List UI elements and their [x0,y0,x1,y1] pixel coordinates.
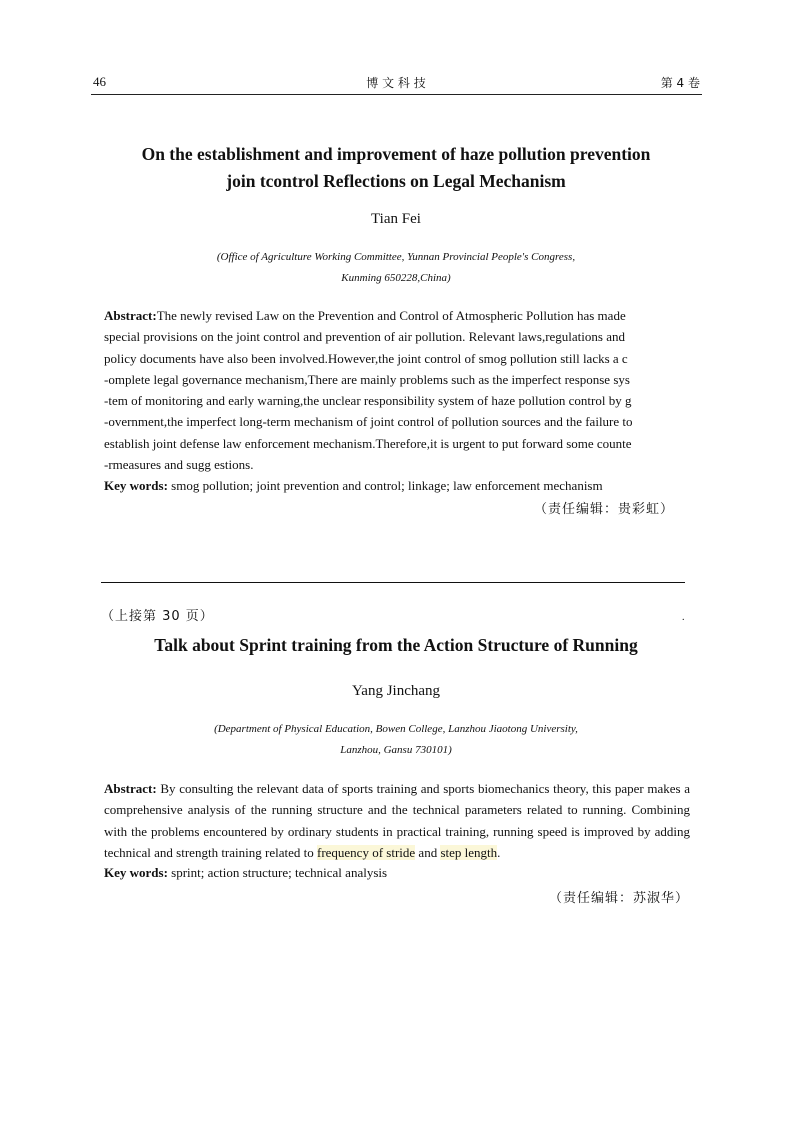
abstract-label: Abstract: [104,781,157,796]
article2-affiliation-line: Lanzhou, Gansu 730101) [340,744,452,756]
abstract-line: -omplete legal governance mechanism,There are mainly problems such as the imperfect response sys [104,371,630,387]
page-number: 46 [93,74,106,89]
article2-author: Yang Jinchang [351,683,441,699]
article2-abstract [104,778,690,863]
article1-affiliation-line: (Office of Agriculture Working Committee, Yunnan Provincial People's Congress, [216,251,576,263]
article1-author: Tian Fei [371,211,421,227]
article1-abstract [104,305,690,497]
article1-affiliation [0,247,792,289]
keywords-label: Key words: [104,478,168,494]
abstract-text: By consulting the relevant data of sports training and sports biomechanics theory, this paper makes a comprehensive analysis of the running structure and the technical parameters related to running. Combining with the problems encountered by ordinary students in practical training, running speed is improved by adding technical and strength training related to [104,781,690,860]
article1-title [0,141,792,195]
article2-affiliation [0,719,792,761]
article2-title: Talk about Sprint training from the Action Structure of Running [154,635,638,655]
article2-keywords [104,865,387,881]
keywords-text: smog pollution; joint prevention and control; linkage; law enforcement mechanism [167,478,603,494]
abstract-label: Abstract: [104,308,157,323]
article2-editor-note: （责任编辑：苏淑华） [548,891,689,906]
abstract-line: establish joint defense law enforcement mechanism.Therefore,it is urgent to put forward some counte [104,435,632,451]
article2-affiliation-line: (Department of Physical Education, Bowen College, Lanzhou Jiaotong University, [214,723,578,735]
section-separator [101,582,685,583]
article1-affiliation-line: Kunming 650228,China) [341,272,451,284]
abstract-text: . [497,844,501,860]
keywords-text: sprint; action structure; technical analysis [167,865,388,880]
abstract-line: The newly revised Law on the Prevention and Control of Atmospheric Pollution has made [156,308,626,323]
abstract-line: -rmeasures and sugg estions. [104,457,254,473]
highlighted-term: frequency of stride [316,844,416,860]
header-rule [91,94,702,95]
highlighted-term: step length [440,844,498,860]
abstract-line: special provisions on the joint control and prevention of air pollution. Relevant laws,regulations and [104,329,625,345]
continued-note: （上接第 30 页） [101,609,214,624]
abstract-line: policy documents have also been involved.However,the joint control of smog pollution still lacks a c [104,350,628,366]
article1-title-line: join tcontrol Reflections on Legal Mechanism [226,171,566,191]
article1-title-line: On the establishment and improvement of haze pollution prevention [141,144,651,164]
article1-editor-note: （责任编辑：贵彩虹） [533,502,674,517]
journal-name: 博 文 科 技 [366,76,426,90]
abstract-line: -tem of monitoring and early warning,the unclear responsibility system of haze pollution control by g [104,393,632,409]
keywords-label: Key words: [104,865,168,880]
abstract-line: -overnment,the imperfect long-term mechanism of joint control of pollution sources and the failure to [104,414,633,430]
stray-dot: . [682,612,685,623]
abstract-text: and [415,844,441,860]
volume-label: 第 4 卷 [660,76,700,90]
